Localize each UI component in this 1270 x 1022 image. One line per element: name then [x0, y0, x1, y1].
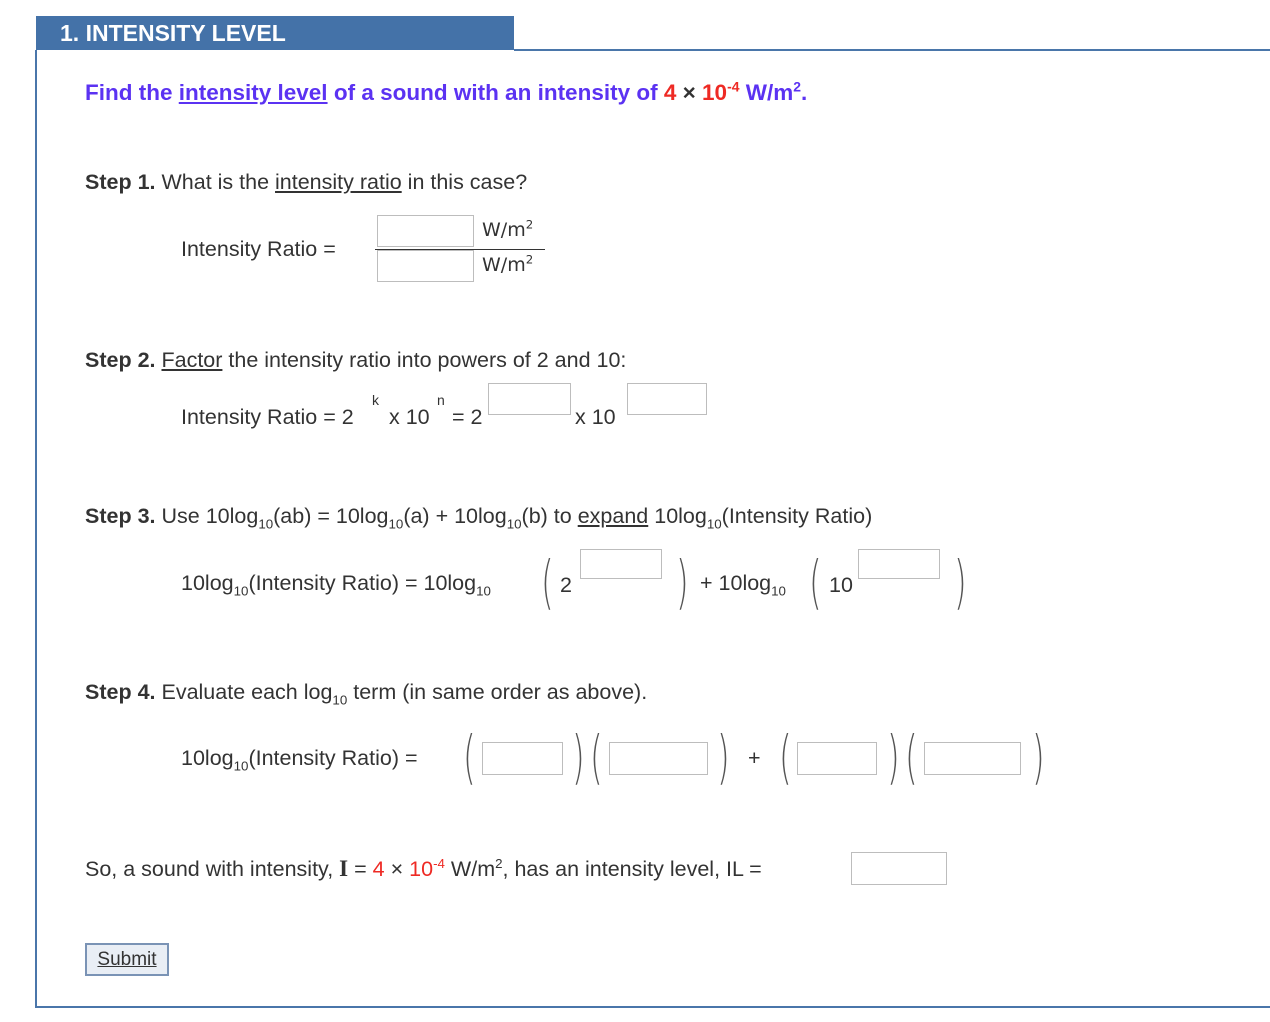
step2-expr-start: Intensity Ratio = 2	[181, 405, 354, 429]
log-term-3-input[interactable]	[797, 742, 877, 775]
log-term-2-input[interactable]	[609, 742, 708, 775]
question-coefficient: 4	[663, 80, 677, 105]
intensity-ratio-link[interactable]: intensity ratio	[275, 170, 402, 194]
factor-link[interactable]: Factor	[161, 348, 223, 372]
step2-heading: Step 2. Factor the intensity ratio into powers of 2 and 10:	[85, 348, 627, 372]
left-paren: (	[541, 548, 554, 616]
numerator-unit: $W/m^2$	[482, 217, 534, 241]
right-paren: )	[572, 723, 585, 791]
left-paren: (	[779, 723, 792, 791]
step3-heading: Step 3. Use $10\log_{10}(ab) = 10\log_{10}(a) + 10\log_{10}(b)$ to expand $10\log_{10}(Intensity$ Ratio)	[85, 504, 873, 532]
step3-power-of-2-input[interactable]	[580, 549, 662, 579]
exponent-n: n	[437, 392, 445, 408]
step3-base10: 10	[829, 573, 853, 597]
right-paren: )	[1032, 723, 1045, 791]
right-paren: )	[954, 548, 967, 616]
section-title: 1. INTENSITY LEVEL	[36, 16, 514, 50]
intensity-level-answer-input[interactable]	[851, 852, 947, 885]
exponent-k: k	[372, 392, 379, 408]
right-paren: )	[887, 723, 900, 791]
step3-lhs: $10\log_{10}(Intensity$ Ratio) = $10\log_{10}$	[181, 571, 491, 599]
times-sign: ×	[682, 80, 696, 105]
log-term-4-input[interactable]	[924, 742, 1021, 775]
step3-power-of-10-input[interactable]	[858, 549, 940, 579]
log-term-1-input[interactable]	[482, 742, 563, 775]
step1-heading: Step 1. What is the intensity ratio in this case?	[85, 170, 528, 194]
step4-plus: +	[748, 746, 761, 770]
denominator-unit: $W/m^2$	[482, 252, 534, 276]
right-paren: )	[717, 723, 730, 791]
power-of-2-input[interactable]	[488, 383, 571, 415]
step4-lhs: $10\log_{10}(Intensity$ Ratio) =	[181, 746, 418, 774]
intensity-ratio-label: Intensity Ratio =	[181, 237, 336, 261]
step2-x10: x 10	[389, 405, 430, 429]
conclusion-text: So, a sound with intensity, $I = 4 \times 10^{-4}$ $W/m^2$, has an intensity level, IL =	[85, 855, 762, 881]
step2-x10b: x 10	[575, 405, 616, 429]
expand-link[interactable]: expand	[577, 504, 649, 528]
right-paren: )	[676, 548, 689, 616]
step3-base2: 2	[560, 573, 572, 597]
left-paren: (	[809, 548, 822, 616]
intensity-symbol: I	[339, 856, 349, 881]
step2-eq2: = 2	[452, 405, 483, 429]
step4-heading: Step 4. Evaluate each $\log_{10}$ term (in same order as above).	[85, 680, 648, 708]
ratio-numerator-input[interactable]	[377, 215, 474, 247]
ratio-denominator-input[interactable]	[377, 250, 474, 282]
left-paren: (	[463, 723, 476, 791]
fraction-bar	[375, 249, 545, 250]
intensity-level-link[interactable]: intensity level	[178, 80, 328, 105]
power-of-10-input[interactable]	[627, 383, 707, 415]
left-paren: (	[905, 723, 918, 791]
left-paren: (	[590, 723, 603, 791]
step3-plus-log: + $10\log_{10}$	[700, 571, 786, 599]
question-text: Find the intensity level of a sound with an intensity of $4 \times 10^{-4}$ $W/m^2$.	[85, 78, 808, 105]
submit-button[interactable]: Submit	[85, 943, 169, 976]
